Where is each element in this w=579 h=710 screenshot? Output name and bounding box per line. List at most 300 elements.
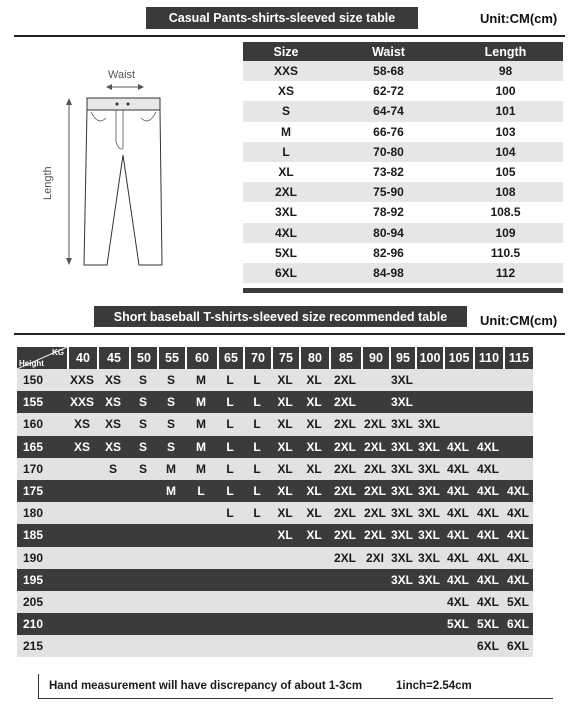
height-cell: 160 [17, 413, 67, 435]
size-cell: M [185, 391, 217, 413]
pants-table-row [243, 81, 563, 101]
size-cell: XS [97, 436, 129, 458]
size-cell: L [217, 413, 243, 435]
measurement-note-box [38, 674, 553, 699]
size-cell: S [129, 436, 157, 458]
pants-cell-waist: 64-74 [329, 101, 448, 121]
pants-cell-length: 105 [448, 162, 563, 182]
size-cell [503, 369, 533, 391]
size-cell: XXS [67, 391, 97, 413]
size-cell: 2XL [361, 436, 389, 458]
size-cell: M [157, 458, 185, 480]
pants-cell-waist: 82-96 [329, 243, 448, 263]
pants-header-length: Length [448, 42, 563, 61]
size-cell [67, 458, 97, 480]
size-cell [67, 569, 97, 591]
pants-cell-length: 112 [448, 263, 563, 283]
size-cell: 3XL [415, 569, 443, 591]
size-cell [243, 569, 271, 591]
size-cell: L [243, 413, 271, 435]
size-cell: 4XL [443, 502, 473, 524]
size-cell: L [217, 391, 243, 413]
pants-table-row [243, 142, 563, 162]
size-cell [97, 635, 129, 657]
tshirt-table-row [17, 635, 533, 657]
size-cell: 6XL [503, 613, 533, 635]
weight-header-cell: 50 [129, 347, 157, 369]
size-cell [97, 502, 129, 524]
size-cell: XL [271, 436, 299, 458]
size-cell [217, 547, 243, 569]
height-cell: 165 [17, 436, 67, 458]
pants-cell-length: 103 [448, 122, 563, 142]
size-cell: 2XL [329, 547, 361, 569]
size-cell: 3XL [389, 369, 415, 391]
size-cell [415, 635, 443, 657]
waist-label: Waist [108, 69, 136, 81]
size-cell: 2XI [361, 547, 389, 569]
pants-cell-waist: 66-76 [329, 122, 448, 142]
pants-cell-waist: 75-90 [329, 182, 448, 202]
tshirt-table-row [17, 436, 533, 458]
size-cell [243, 524, 271, 546]
size-cell: XL [299, 524, 329, 546]
size-cell: 5XL [443, 613, 473, 635]
pants-cell-length: 98 [448, 61, 563, 81]
size-cell [185, 502, 217, 524]
size-cell: 3XL [415, 502, 443, 524]
size-cell: S [97, 458, 129, 480]
size-cell [415, 369, 443, 391]
size-cell: 2XL [329, 502, 361, 524]
size-cell [361, 613, 389, 635]
pants-cell-size: XXS [243, 61, 329, 81]
inch-conversion-note: 1inch=2.54cm [396, 680, 472, 692]
size-cell: 5XL [473, 613, 503, 635]
pants-cell-length: 100 [448, 81, 563, 101]
size-cell: XL [271, 480, 299, 502]
tshirt-table-row [17, 391, 533, 413]
size-cell: 4XL [503, 480, 533, 502]
size-cell: 3XL [389, 502, 415, 524]
size-cell: XL [299, 369, 329, 391]
size-cell [97, 480, 129, 502]
size-cell [503, 413, 533, 435]
size-cell: S [129, 369, 157, 391]
weight-header-cell: 105 [443, 347, 473, 369]
size-cell [67, 502, 97, 524]
size-cell [157, 524, 185, 546]
size-cell: 4XL [473, 524, 503, 546]
size-cell [129, 613, 157, 635]
tshirt-table-row [17, 569, 533, 591]
size-cell: 4XL [503, 569, 533, 591]
size-cell: 2XL [361, 480, 389, 502]
size-cell [299, 591, 329, 613]
size-cell: 2XL [329, 480, 361, 502]
size-cell: XS [97, 369, 129, 391]
tshirt-table-row [17, 502, 533, 524]
size-cell [271, 591, 299, 613]
size-cell [299, 613, 329, 635]
weight-header-cell: 40 [67, 347, 97, 369]
size-cell: XS [67, 436, 97, 458]
pants-cell-size: 4XL [243, 223, 329, 243]
tshirt-table-row [17, 591, 533, 613]
pants-cell-length: 108 [448, 182, 563, 202]
size-cell: 3XL [415, 480, 443, 502]
size-cell [389, 635, 415, 657]
size-cell: 3XL [389, 569, 415, 591]
height-cell: 215 [17, 635, 67, 657]
tshirt-table-row [17, 413, 533, 435]
pants-table-row [243, 61, 563, 81]
pants-cell-size: XS [243, 81, 329, 101]
discrepancy-note: Hand measurement will have discrepancy of about 1-3cm [49, 680, 363, 692]
size-cell [329, 591, 361, 613]
tshirt-weight-header-row [17, 347, 533, 369]
pants-table-row [243, 202, 563, 222]
size-cell: XL [271, 458, 299, 480]
size-cell: 4XL [503, 524, 533, 546]
size-cell [97, 547, 129, 569]
size-cell [443, 635, 473, 657]
tshirt-table-row [17, 613, 533, 635]
size-cell [243, 635, 271, 657]
size-cell [243, 613, 271, 635]
size-cell: L [217, 369, 243, 391]
size-cell: 3XL [389, 436, 415, 458]
size-cell [157, 591, 185, 613]
size-cell: XL [271, 413, 299, 435]
size-cell [361, 591, 389, 613]
corner-height-label: Height [19, 359, 44, 368]
size-cell: 2XL [361, 502, 389, 524]
size-cell [97, 569, 129, 591]
size-cell: 3XL [415, 436, 443, 458]
size-cell [473, 369, 503, 391]
size-cell [271, 547, 299, 569]
size-cell [97, 591, 129, 613]
size-cell [157, 502, 185, 524]
pants-table-row [243, 122, 563, 142]
size-cell: L [217, 436, 243, 458]
size-cell: XL [271, 502, 299, 524]
size-cell: XS [97, 391, 129, 413]
size-cell [67, 591, 97, 613]
size-cell: S [157, 413, 185, 435]
tshirt-table-row [17, 458, 533, 480]
pants-table-row [243, 243, 563, 263]
size-cell [185, 591, 217, 613]
size-cell: XL [299, 413, 329, 435]
size-cell [299, 569, 329, 591]
size-cell: 4XL [473, 502, 503, 524]
weight-header-cell: 110 [473, 347, 503, 369]
size-cell: 4XL [473, 569, 503, 591]
size-cell: XL [299, 436, 329, 458]
size-cell: L [243, 391, 271, 413]
size-cell [329, 635, 361, 657]
size-cell: XL [299, 502, 329, 524]
size-cell: 2XL [329, 391, 361, 413]
size-cell: 4XL [443, 524, 473, 546]
size-cell [329, 569, 361, 591]
size-cell [185, 613, 217, 635]
pants-cell-waist: 84-98 [329, 263, 448, 283]
size-cell: 3XL [389, 547, 415, 569]
size-cell [67, 524, 97, 546]
pants-size-table [243, 42, 563, 283]
size-cell: 6XL [503, 635, 533, 657]
size-cell: 3XL [389, 458, 415, 480]
size-cell [329, 613, 361, 635]
size-cell [415, 591, 443, 613]
size-cell: 3XL [415, 413, 443, 435]
tshirt-size-table [17, 347, 533, 657]
size-cell: 2XL [361, 413, 389, 435]
size-cell: 3XL [415, 547, 443, 569]
height-cell: 150 [17, 369, 67, 391]
pants-table-row [243, 182, 563, 202]
size-cell: 4XL [503, 502, 533, 524]
pants-measurement-diagram [40, 60, 210, 275]
size-cell: XL [271, 524, 299, 546]
pants-unit-label: Unit:CM(cm) [480, 11, 558, 26]
size-cell: XL [299, 480, 329, 502]
size-cell: 4XL [443, 547, 473, 569]
pants-cell-waist: 78-92 [329, 202, 448, 222]
pants-cell-length: 110.5 [448, 243, 563, 263]
size-cell: 4XL [503, 547, 533, 569]
size-cell: 4XL [473, 480, 503, 502]
size-cell: M [185, 413, 217, 435]
size-cell [361, 369, 389, 391]
size-cell [185, 635, 217, 657]
size-cell [217, 524, 243, 546]
pants-cell-waist: 58-68 [329, 61, 448, 81]
pants-table-row [243, 101, 563, 121]
weight-header-cell: 115 [503, 347, 533, 369]
pants-cell-size: 2XL [243, 182, 329, 202]
size-cell: 2XL [361, 458, 389, 480]
size-cell [157, 547, 185, 569]
pants-cell-size: S [243, 101, 329, 121]
size-cell: 2XL [329, 436, 361, 458]
size-cell: S [129, 458, 157, 480]
pants-section-divider [14, 35, 565, 37]
size-cell [473, 391, 503, 413]
weight-header-cell: 60 [185, 347, 217, 369]
size-cell [443, 391, 473, 413]
pants-cell-size: L [243, 142, 329, 162]
size-cell: XXS [67, 369, 97, 391]
size-cell: L [217, 502, 243, 524]
size-cell: L [243, 502, 271, 524]
size-cell [97, 524, 129, 546]
size-cell [389, 613, 415, 635]
size-cell: M [185, 458, 217, 480]
size-cell [443, 369, 473, 391]
size-cell [361, 569, 389, 591]
tshirt-table-row [17, 369, 533, 391]
size-cell [129, 569, 157, 591]
weight-height-corner-cell [17, 347, 67, 369]
size-cell [271, 569, 299, 591]
pants-cell-length: 101 [448, 101, 563, 121]
pants-header-size: Size [243, 42, 329, 61]
size-cell: M [157, 480, 185, 502]
size-cell [185, 569, 217, 591]
size-cell [217, 613, 243, 635]
size-cell [129, 524, 157, 546]
size-cell: S [129, 413, 157, 435]
size-cell [361, 391, 389, 413]
weight-header-cell: 80 [299, 347, 329, 369]
size-cell: L [243, 436, 271, 458]
weight-header-cell: 100 [415, 347, 443, 369]
pants-table-row [243, 162, 563, 182]
tshirt-table-row [17, 547, 533, 569]
size-cell: 2XL [361, 524, 389, 546]
size-cell [129, 547, 157, 569]
pants-cell-size: 6XL [243, 263, 329, 283]
pants-table-row [243, 263, 563, 283]
height-cell: 195 [17, 569, 67, 591]
size-cell [503, 391, 533, 413]
weight-header-cell: 90 [361, 347, 389, 369]
size-cell [67, 613, 97, 635]
tshirt-table-title: Short baseball T-shirts-sleeved size recommended table [94, 306, 467, 327]
size-cell [129, 480, 157, 502]
height-cell: 170 [17, 458, 67, 480]
size-cell [157, 635, 185, 657]
size-cell: 4XL [443, 480, 473, 502]
pants-table-header-row [243, 42, 563, 61]
pants-cell-size: XL [243, 162, 329, 182]
size-cell: 2XL [329, 369, 361, 391]
height-cell: 185 [17, 524, 67, 546]
pants-cell-length: 109 [448, 223, 563, 243]
size-cell [217, 569, 243, 591]
size-cell: S [157, 436, 185, 458]
size-cell [67, 480, 97, 502]
size-cell: L [185, 480, 217, 502]
size-cell [271, 635, 299, 657]
size-cell: 4XL [473, 458, 503, 480]
pants-table-title: Casual Pants-shirts-sleeved size table [146, 7, 418, 29]
size-cell: 5XL [503, 591, 533, 613]
size-cell: L [217, 480, 243, 502]
weight-header-cell: 55 [157, 347, 185, 369]
size-cell [299, 635, 329, 657]
pants-cell-size: M [243, 122, 329, 142]
size-cell: L [243, 458, 271, 480]
pants-table-row [243, 223, 563, 243]
size-cell: XL [299, 391, 329, 413]
pants-cell-length: 108.5 [448, 202, 563, 222]
size-cell [415, 391, 443, 413]
size-cell: 4XL [443, 569, 473, 591]
length-label: Length [42, 166, 54, 200]
size-cell [157, 569, 185, 591]
size-cell [185, 524, 217, 546]
height-cell: 180 [17, 502, 67, 524]
size-cell [129, 502, 157, 524]
pants-table-footer-bar [243, 288, 563, 293]
pants-cell-waist: 73-82 [329, 162, 448, 182]
size-cell: 4XL [473, 547, 503, 569]
size-cell [415, 613, 443, 635]
size-cell [243, 547, 271, 569]
size-cell [503, 436, 533, 458]
size-cell: M [185, 369, 217, 391]
size-cell: S [157, 369, 185, 391]
size-cell [185, 547, 217, 569]
size-cell [129, 635, 157, 657]
size-cell [157, 613, 185, 635]
size-cell: 3XL [389, 524, 415, 546]
size-cell: 3XL [389, 391, 415, 413]
weight-header-cell: 65 [217, 347, 243, 369]
size-cell: 2XL [329, 524, 361, 546]
size-cell: 4XL [443, 591, 473, 613]
size-cell: 4XL [443, 458, 473, 480]
size-cell: L [243, 480, 271, 502]
size-cell [473, 413, 503, 435]
pants-header-waist: Waist [329, 42, 448, 61]
tshirt-section-divider [14, 333, 565, 335]
size-cell: S [129, 391, 157, 413]
size-cell: 4XL [473, 591, 503, 613]
size-cell [299, 547, 329, 569]
size-cell [443, 413, 473, 435]
size-cell [217, 635, 243, 657]
size-cell: XL [299, 458, 329, 480]
weight-header-cell: 95 [389, 347, 415, 369]
height-cell: 175 [17, 480, 67, 502]
tshirt-unit-label: Unit:CM(cm) [480, 313, 558, 328]
size-cell [271, 613, 299, 635]
size-cell: 4XL [443, 436, 473, 458]
size-cell [97, 613, 129, 635]
pants-cell-waist: 62-72 [329, 81, 448, 101]
size-cell [361, 635, 389, 657]
size-cell [503, 458, 533, 480]
height-cell: 210 [17, 613, 67, 635]
size-cell: 3XL [389, 413, 415, 435]
size-cell: L [243, 369, 271, 391]
height-cell: 155 [17, 391, 67, 413]
size-cell [67, 547, 97, 569]
size-cell [67, 635, 97, 657]
weight-header-cell: 45 [97, 347, 129, 369]
height-cell: 205 [17, 591, 67, 613]
weight-header-cell: 75 [271, 347, 299, 369]
pants-cell-size: 3XL [243, 202, 329, 222]
size-cell [243, 591, 271, 613]
tshirt-table-row [17, 524, 533, 546]
size-cell: M [185, 436, 217, 458]
size-cell [389, 591, 415, 613]
pants-cell-length: 104 [448, 142, 563, 162]
size-cell: XL [271, 369, 299, 391]
size-cell: 4XL [473, 436, 503, 458]
size-cell: 6XL [473, 635, 503, 657]
tshirt-table-row [17, 480, 533, 502]
pants-cell-size: 5XL [243, 243, 329, 263]
size-cell [217, 591, 243, 613]
